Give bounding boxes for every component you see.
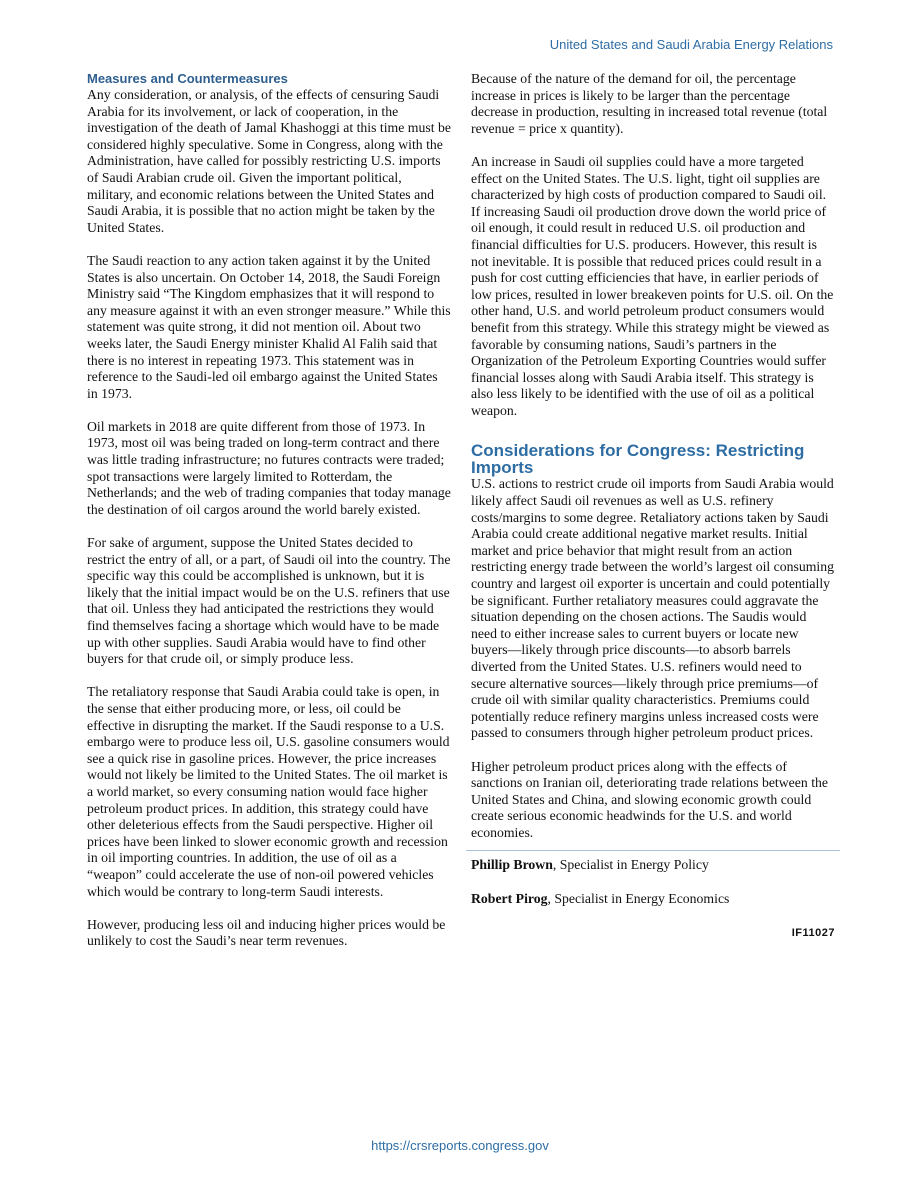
running-header-title: United States and Saudi Arabia Energy Relations (549, 37, 833, 52)
body-paragraph: For sake of argument, suppose the United States decided to restrict the entry of all, or a part, of Saudi oil into the country. The specific way this could be accomplished is unknown, but it is likely that the initial impact would be on the U.S. refiners that use that oil. Unless they had anticipated the restrictions they would find themselves facing a shortage which would have to be made up with other supplies. Saudi Arabia would have to find other buyers for that crude oil, or simply produce less. (87, 535, 451, 667)
author-role: , Specialist in Energy Policy (552, 856, 709, 872)
body-paragraph: Oil markets in 2018 are quite different from those of 1973. In 1973, most oil was being traded on long-term contract and there was little trading infrastructure; no futures contracts were traded; spot transactions were largely limited to Rotterdam, the Netherlands; and the web of trading companies that today manage the destination of oil cargos around the world barely existed. (87, 418, 451, 517)
divider (466, 850, 840, 851)
body-paragraph: Higher petroleum product prices along with the effects of sanctions on Iranian oil, deteriorating trade relations between the United States and China, and slowing economic growth could create serious economic headwinds for the U.S. and world economies. (471, 758, 828, 840)
body-paragraph: The Saudi reaction to any action taken against it by the United States is also uncertain. On October 14, 2018, the Saudi Foreign Ministry said “The Kingdom emphasizes that it will respond to any measure against it with an even stronger measure.” While this statement was quite strong, it did not mention oil. About two weeks later, the Saudi Energy minister Khalid Al Falih said that there is no interest in repeating 1973. This statement was in reference to the Saudi-led oil embargo against the United States in 1973. (87, 252, 451, 401)
body-paragraph: Because of the nature of the demand for oil, the percentage increase in prices is likely to be larger than the percentage decrease in production, resulting in increased total revenue (total revenue = price x quantity). (471, 71, 828, 136)
author-name: Phillip Brown (471, 856, 553, 872)
author-line (471, 890, 835, 908)
body-paragraph: U.S. actions to restrict crude oil imports from Saudi Arabia would likely affect Saudi oil revenues as well as U.S. refinery costs/margins to some degree. Retaliatory actions taken by Saudi Arabia could create additional negative market results. Initial market and price behavior that might result from an action restricting energy trade between the world’s largest oil consuming country and largest oil exporter is uncertain and could potentially be significant. Further retaliatory measures could aggravate the situation depending on the chosen actions. The Saudis would need to either increase sales to current buyers or locate new buyers—likely through price discounts—to absorb barrels diverted from the United States. U.S. refiners would need to secure alternative sources—likely through price premiums—of crude oil with similar quality characteristics. Premiums could potentially reduce refinery margins unless increased costs were passed to consumers through higher petroleum product prices. (471, 476, 835, 741)
left-column (87, 71, 451, 966)
body-paragraph: The retaliatory response that Saudi Arabia could take is open, in the sense that either producing more, or less, oil could be effective in disrupting the market. If the Saudi response to a U.S. embargo were to produce less oil, U.S. gasoline consumers would see a quick rise in gasoline prices. However, the price increases would not likely be limited to the United States. The oil market is a world market, so every consuming nation would face higher petroleum product prices. In addition, this strategy could have other deleterious effects from the Saudi perspective. Higher oil prices have been linked to slower economic growth and recession in oil importing countries. In addition, the use of oil as a “weapon” could accelerate the use of non-oil powered vehicles which would be contrary to long-term Saudi interests. (87, 684, 450, 899)
author-name: Robert Pirog (471, 891, 548, 907)
body-paragraph: Any consideration, or analysis, of the effects of censuring Saudi Arabia for its involvement, or lack of cooperation, in the investigation of the death of Jamal Khashoggi at this time must be considered highly speculative. Some in Congress, along with the Administration, have called for possibly restricting U.S. imports of Saudi Arabian crude oil. Given the important political, military, and economic relations between the United States and Saudi Arabia, it is possible that no action might be taken by the United States. (87, 87, 451, 235)
author-line (471, 856, 835, 874)
section-subheading: Measures and Countermeasures (87, 71, 288, 86)
section-heading: Considerations for Congress: Restricting Imports (471, 441, 805, 478)
body-paragraph: However, producing less oil and inducing higher prices would be unlikely to cost the Saudi’s near term revenues. (87, 916, 446, 949)
body-paragraph: An increase in Saudi oil supplies could have a more targeted effect on the United States. The U.S. light, tight oil supplies are characterized by high costs of production compared to Saudi oil. If increasing Saudi oil production drove down the world price of oil enough, it could result in reduced U.S. oil production and financial difficulties for U.S. producers. However, this result is not inevitable. It is possible that reduced prices could result in a push for cost cutting efficiencies that have, in earlier periods of low prices, resulted in lower breakeven points for U.S. oil. On the other hand, U.S. and world petroleum product consumers would benefit from this strategy. While this strategy might be viewed as favorable by consuming nations, Saudi’s partners in the Organization of the Petroleum Exporting Countries would suffer financial losses along with Saudi Arabia itself. This strategy is also less likely to be identified with the use of oil as a political weapon. (471, 153, 834, 418)
footer-link[interactable]: https://crsreports.congress.gov (371, 1138, 549, 1153)
right-column (471, 71, 835, 941)
author-role: , Specialist in Energy Economics (547, 891, 730, 907)
document-id: IF11027 (791, 926, 835, 939)
